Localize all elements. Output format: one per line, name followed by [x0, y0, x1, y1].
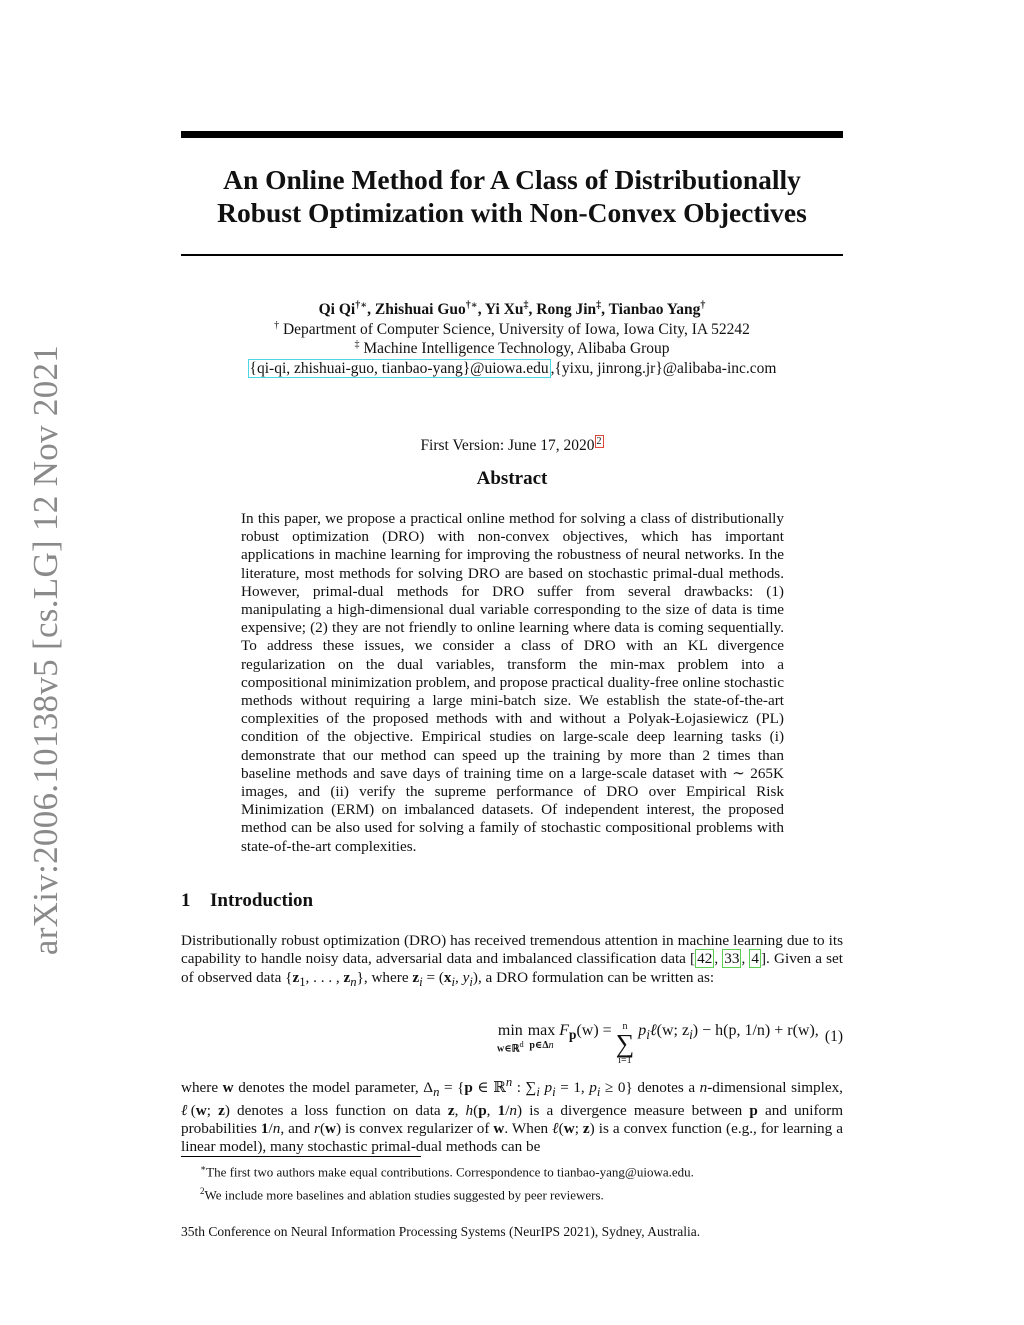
min-subscript-exp: d	[519, 1040, 524, 1049]
intro-text: is a divergence measure between	[522, 1101, 750, 1119]
sum-lower: i=1	[618, 1055, 632, 1066]
min-label: min	[497, 1022, 523, 1039]
abstract-heading: Abstract	[476, 468, 548, 489]
email-text: ,{yixu, jinrong.jr}@alibaba-inc.com	[550, 359, 777, 377]
affiliation-2	[181, 339, 843, 359]
author-mark: †∗	[355, 299, 368, 311]
title-line-1: An Online Method for A Class of Distributionally	[223, 164, 801, 195]
footnote-mark: ∗	[200, 1163, 207, 1173]
footnotes	[200, 1159, 840, 1205]
max-subscript-n: n	[548, 1040, 554, 1051]
affiliation-text: Machine Intelligence Technology, Alibaba Group	[359, 340, 670, 357]
author-name: , Tianbao Yang	[601, 301, 701, 318]
citation-link[interactable]: 33	[724, 950, 740, 968]
sum-upper: n	[622, 1021, 628, 1032]
author-mark: ‡	[596, 299, 602, 311]
affiliation-mark: ‡	[354, 338, 360, 350]
author-mark: †∗	[465, 299, 478, 311]
min-operator	[497, 1022, 524, 1054]
section-heading	[181, 890, 313, 912]
footnote-rule	[181, 1156, 421, 1157]
first-version	[181, 436, 843, 455]
affiliation-mark: †	[274, 319, 280, 331]
footnote-text: The first two authors make equal contributions. Correspondence to tianbao-yang@uiowa.edu.	[206, 1164, 694, 1180]
email-line	[181, 359, 843, 379]
max-label: max	[527, 1022, 556, 1039]
author-name: , Zhishuai Guo	[367, 301, 466, 318]
intro-text: denotes the model parameter,	[233, 1079, 424, 1097]
email-link[interactable]: {qi-qi, zhishuai-guo, tianbao-yang}@uiowa.edu	[249, 359, 549, 377]
equation-lhs: (w) =	[576, 1022, 612, 1039]
author-mark: ‡	[523, 299, 529, 311]
abstract-body: In this paper, we propose a practical online method for solving a class of distributionally robust optimization (DRO) with non-convex objectives, which has important applications in machine learning for improving the robustness of neural networks. In the literature, most methods for solving DRO are based on stochastic primal-dual methods. However, primal-dual methods for DRO suffer from several drawbacks: (1) manipulating a high-dimensional dual variable corresponding to the size of data is time expensive; (2) they are not friendly to online learning where data is coming sequentially. To address these issues, we consider a class of DRO with an KL divergence regularization on the dual variables, transform the min-max problem into a compositional minimization problem, and propose practical duality-free online stochastic methods without requiring a large mini-batch size. We establish the state-of-the-art complexities of the proposed methods with and without a Polyak-Łojasiewicz (PL) condition of the objective. Empirical studies on large-scale deep learning tasks (i) demonstrate that our method can speed up the training by more than 2 times than baseline methods and save days of training time on a large-scale dataset with ∼ 265K images, and (ii) verify the supreme performance of DRO over Empirical Risk Minimization (ERM) on imbalanced datasets. Of independent interest, the proposed method can be also used for solving a family of stochastic compositional problems with state-of-the-art complexities.	[241, 510, 784, 855]
intro-text: ]. Given a set of observed data {	[181, 950, 844, 986]
paper-title	[181, 163, 843, 229]
author-block	[181, 300, 843, 378]
footnote-1	[200, 1159, 840, 1182]
equation-rhs-tail: ) − h(p, 1/n) + r(w),	[692, 1022, 819, 1039]
intro-text: . When	[504, 1119, 553, 1137]
author-name: , Yi Xu	[477, 301, 524, 318]
intro-text: denotes a	[632, 1079, 700, 1097]
equation-number: (1)	[824, 1028, 843, 1045]
intro-text: is convex regularizer of	[341, 1119, 494, 1137]
title-rule-bottom	[181, 254, 843, 256]
footnote-2	[200, 1182, 840, 1205]
intro-paragraph-2: where w denotes the model parameter, $\Delta_n = \{p$ ∈ ℝ$^n$ : $\sum_i$ $p_i = 1$, $p_i \ge 0$} denotes a n-dimensional simplex, ℓ(w; z) denotes a loss function on data z, h(p, 1/n) is a divergence measure between p and uniform probabilities 1/n, and r(w) is convex regularizer of w. When ℓ(w; z) is a convex function (e.g., for learning a linear model), many stochastic primal-dual methods can be	[181, 1075, 844, 1156]
affiliation-text: Department of Computer Science, University of Iowa, Iowa City, IA 52242	[279, 320, 750, 338]
intro-text: , a DRO formulation can be written as:	[477, 968, 715, 986]
max-subscript: p∈Δ	[529, 1040, 549, 1051]
title-rule-top	[181, 131, 843, 138]
sum-symbol: n ∑ i=1	[615, 1021, 635, 1066]
author-name: , Rong Jin	[528, 301, 597, 318]
footnote-link[interactable]: 2	[596, 436, 602, 447]
intro-text: , and	[280, 1119, 315, 1137]
version-text: First Version: June 17, 2020	[420, 437, 595, 455]
section-number: 1	[181, 890, 191, 911]
title-line-2: Robust Optimization with Non-Convex Objectives	[217, 197, 807, 228]
intro-text: and uniform probabilities	[181, 1101, 844, 1137]
author-name: Qi Qi	[318, 301, 356, 318]
intro-text: Distributionally robust optimization (DRO) has received tremendous attention in machine learning due to its capability to handle noisy data, adversarial data and imbalanced classification data [	[181, 932, 843, 968]
arxiv-stamp: arXiv:2006.10138v5 [cs.LG] 12 Nov 2021	[26, 344, 65, 956]
max-operator	[528, 1022, 556, 1051]
venue-line: 35th Conference on Neural Information Processing Systems (NeurIPS 2021), Sydney, Australia.	[181, 1224, 701, 1239]
intro-text: is a convex function (e.g., for learning a linear model), many stochastic primal-dual methods can be	[181, 1119, 843, 1156]
intro-text: where	[181, 1079, 223, 1097]
intro-text: -dimensional simplex,	[707, 1079, 843, 1097]
min-subscript: w∈ℝ	[497, 1043, 520, 1055]
footnote-mark: 2	[200, 1185, 205, 1196]
footnote-text: We include more baselines and ablation studies suggested by peer reviewers.	[204, 1187, 604, 1203]
section-title: Introduction	[210, 890, 314, 911]
equation-1	[181, 1008, 843, 1070]
equation-body: min w∈ℝ$^d$ max p∈Δn $F_p(w)$ = n ∑ i=1 $p_i\ell(w$; $z_i) - h(p$, 1/n) + r(w),	[497, 1021, 819, 1066]
intro-paragraph-1: Distributionally robust optimization (DRO) has received tremendous attention in machine learning due to its capability to handle noisy data, adversarial data and imbalanced classification data [ 42 , 33 , 4 ]. Given a set of observed data {$z_1$, . . . , $z_n$}, where $z_i = (x_i$, $y_i$), a DRO formulation can be written as:	[181, 932, 844, 989]
intro-text: denotes a loss function on data	[229, 1101, 448, 1119]
affiliation-1	[181, 320, 843, 340]
equation-rhs: (w; z	[656, 1022, 690, 1039]
intro-text: }, where	[356, 968, 413, 986]
citation-link[interactable]: 42	[697, 950, 713, 968]
author-mark: †	[700, 299, 706, 311]
citation-link[interactable]: 4	[751, 950, 759, 968]
author-names	[181, 300, 843, 320]
